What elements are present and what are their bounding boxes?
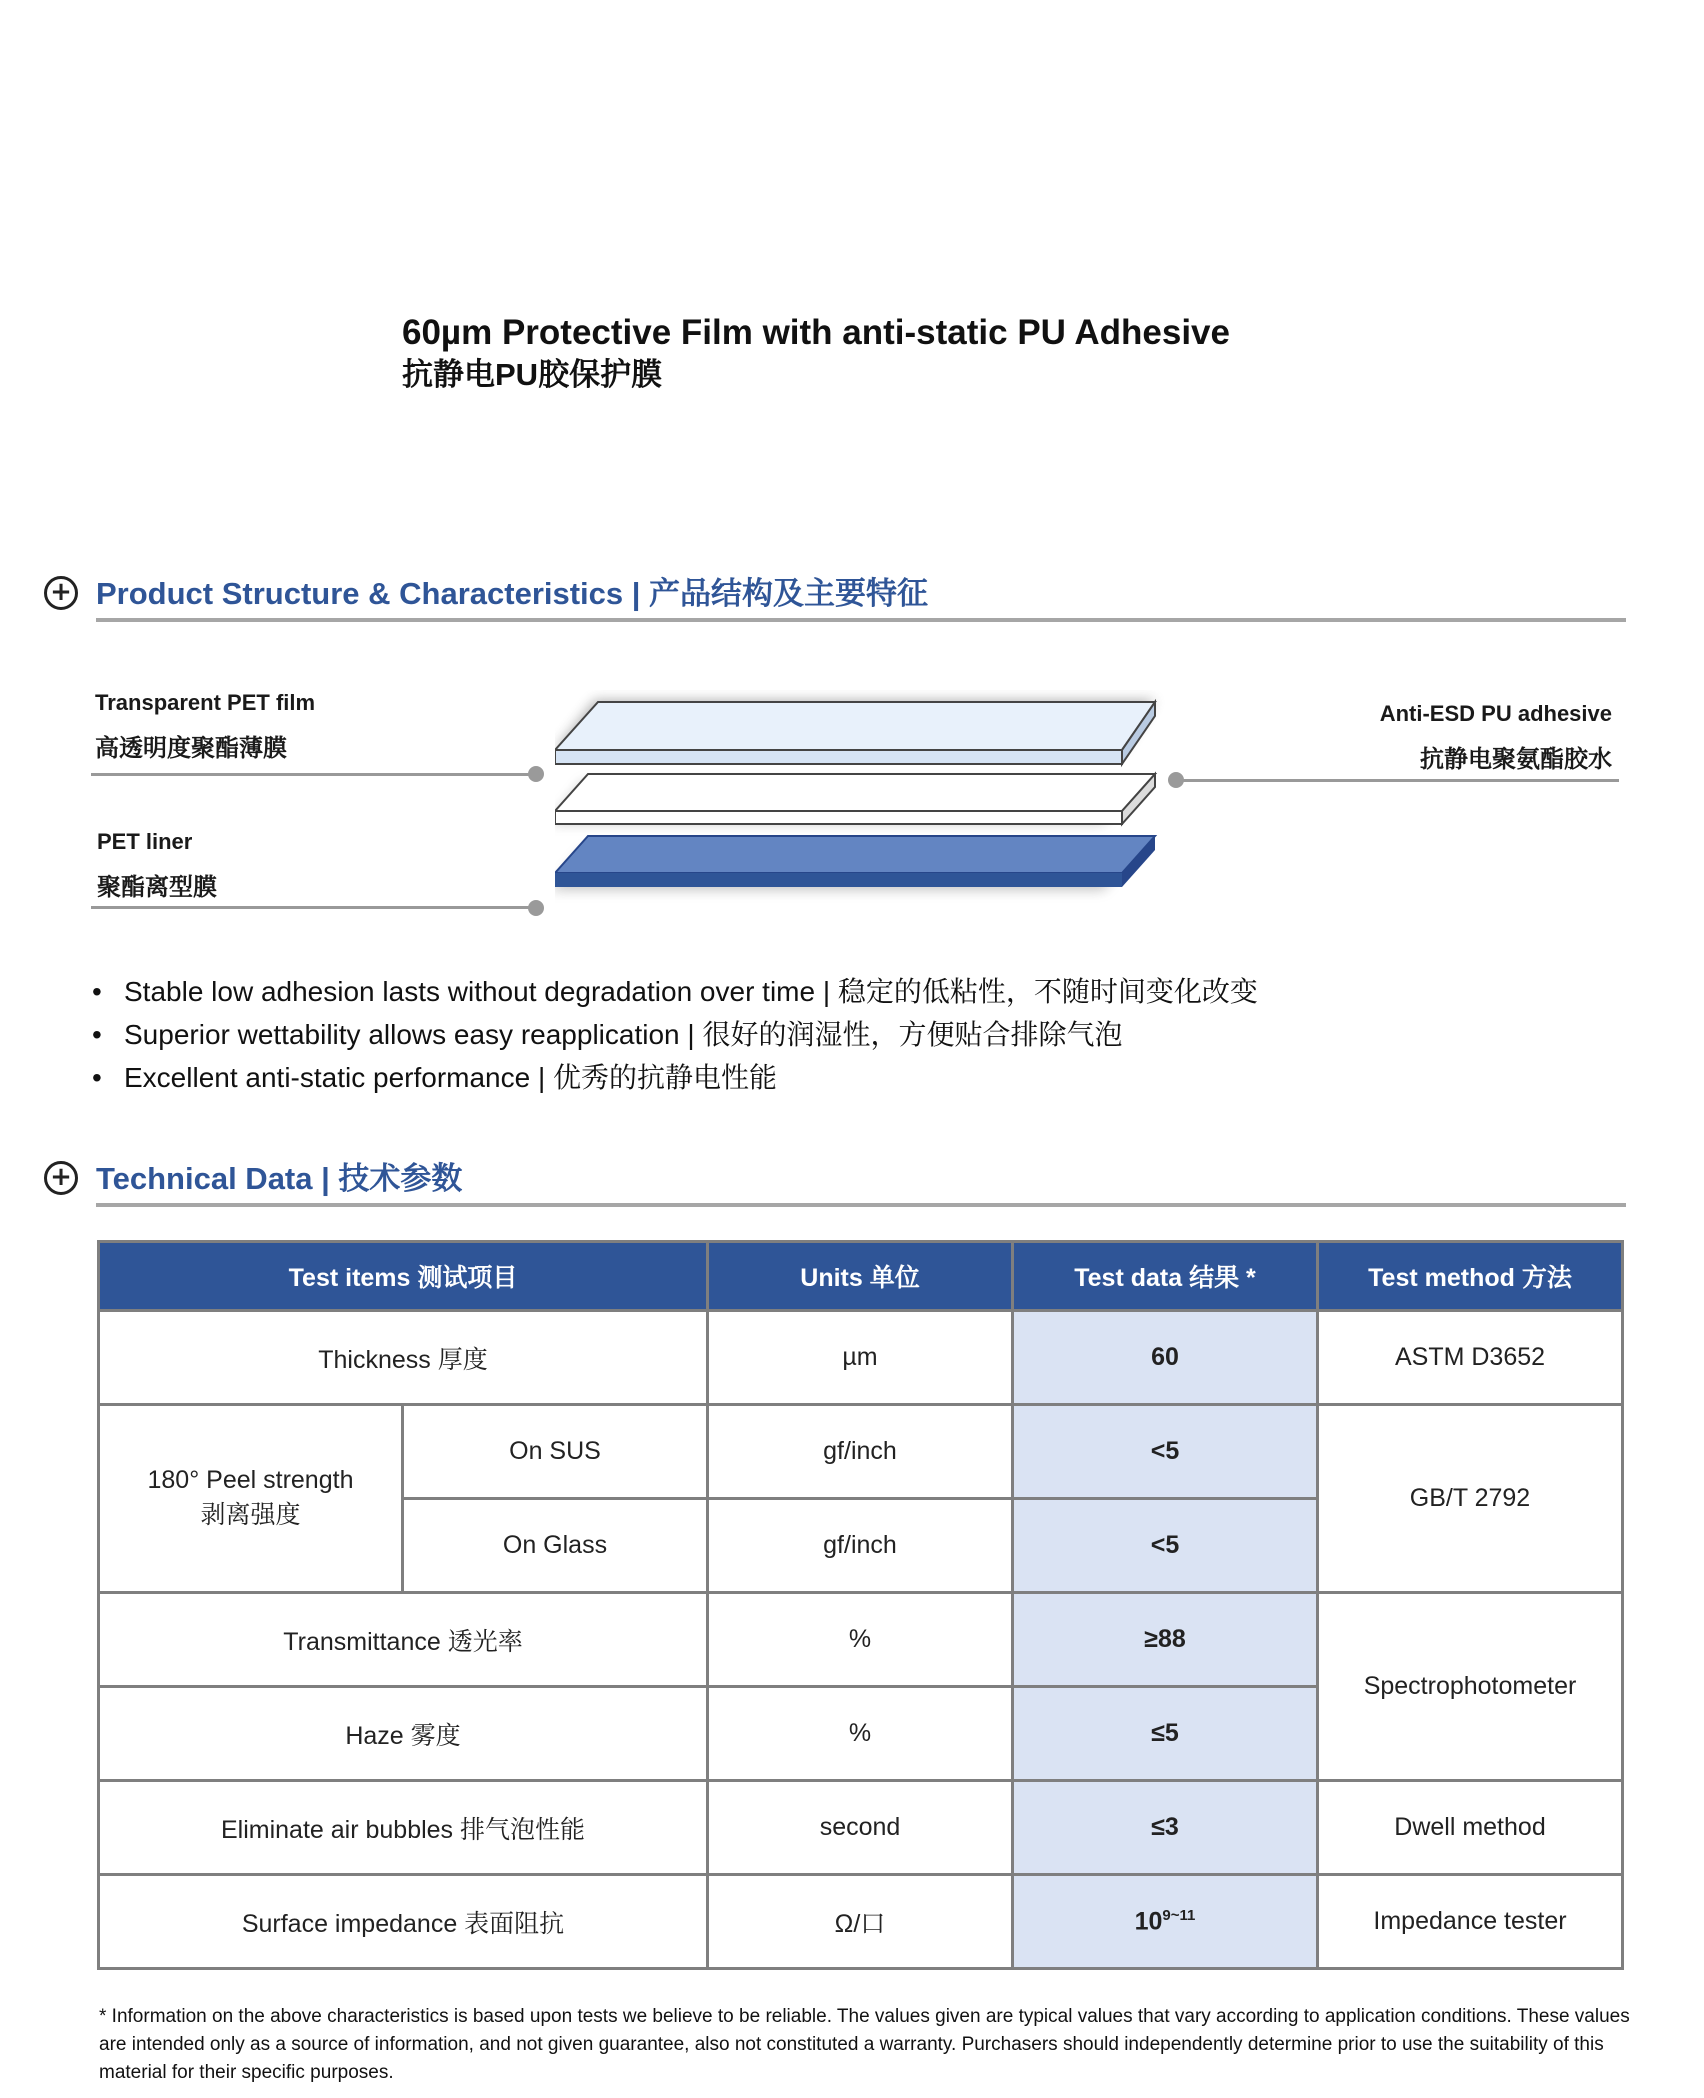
header-test-method: Test method 方法: [1318, 1242, 1623, 1311]
cell-value: <5: [1013, 1499, 1318, 1593]
section-divider: [96, 1203, 1626, 1207]
feature-item: • Excellent anti-static performance | 优秀的抗静电性能: [88, 1056, 1258, 1099]
plus-circle-icon: +: [44, 1161, 78, 1195]
label-anti-esd-adhesive: [1340, 701, 1612, 774]
cell-subitem: On Glass: [403, 1499, 708, 1593]
cell-item: Transmittance 透光率: [99, 1593, 708, 1687]
leader-dot: [528, 766, 544, 782]
cell-unit: %: [708, 1593, 1013, 1687]
feature-item: • Superior wettability allows easy reapplication | 很好的润湿性，方便贴合排除气泡: [88, 1013, 1258, 1056]
header-test-data: Test data 结果 *: [1013, 1242, 1318, 1311]
pet-liner-layer: [555, 836, 1155, 890]
cell-method: ASTM D3652: [1318, 1311, 1623, 1405]
cell-item: Haze 雾度: [99, 1687, 708, 1781]
leader-line: [91, 906, 535, 909]
cell-unit: Ω/口: [708, 1875, 1013, 1969]
label-cn: 高透明度聚酯薄膜: [95, 735, 287, 762]
table-row: [99, 1875, 1623, 1969]
label-transparent-pet-film: [95, 690, 315, 763]
section-divider: [96, 618, 1626, 622]
pet-film-layer: [555, 700, 1155, 764]
title-chinese: 抗静电PU胶保护膜: [402, 357, 663, 392]
label-cn: 抗静电聚氨酯胶水: [1420, 746, 1612, 773]
cell-value: ≤3: [1013, 1781, 1318, 1875]
cell-unit: gf/inch: [708, 1499, 1013, 1593]
feature-list: [88, 970, 1258, 1099]
cell-method: GB/T 2792: [1318, 1405, 1623, 1593]
cell-value: ≥88: [1013, 1593, 1318, 1687]
cell-value: [1013, 1875, 1318, 1969]
table-header-row: [99, 1242, 1623, 1311]
cell-value: ≤5: [1013, 1687, 1318, 1781]
value-exponent: 9~11: [1162, 1906, 1196, 1924]
header-units: Units 单位: [708, 1242, 1013, 1311]
cell-item-cn: 剥离强度: [200, 1501, 301, 1529]
table-row: [99, 1781, 1623, 1875]
adhesive-layer: [555, 774, 1155, 824]
cell-item: [99, 1405, 403, 1593]
table-row: [99, 1311, 1623, 1405]
leader-line: [1177, 779, 1619, 782]
cell-method: Dwell method: [1318, 1781, 1623, 1875]
cell-method: Spectrophotometer: [1318, 1593, 1623, 1781]
cell-method: Impedance tester: [1318, 1875, 1623, 1969]
leader-line: [91, 773, 535, 776]
label-en: Transparent PET film: [95, 690, 316, 715]
label-en: Anti-ESD PU adhesive: [1379, 701, 1612, 726]
label-pet-liner: [97, 829, 217, 902]
cell-item: Surface impedance 表面阻抗: [99, 1875, 708, 1969]
cell-value: <5: [1013, 1405, 1318, 1499]
document-title: [402, 312, 1230, 396]
section-title-structure: Product Structure & Characteristics | 产品结构及主要特征: [96, 576, 929, 611]
disclaimer-footnote: * Information on the above characteristics is based upon tests we believe to be reliable. The values given are typical values that vary according to application conditions. These values are intended only as a source of information, and not given guarantee, also not constituted a warranty. Purchasers should independently determine prior to use the suitability of this material for their specific purposes.: [99, 2006, 1630, 2083]
cell-subitem: On SUS: [403, 1405, 708, 1499]
layer-structure-diagram: [555, 690, 1165, 930]
label-cn: 聚酯离型膜: [97, 874, 217, 901]
cell-value: 60: [1013, 1311, 1318, 1405]
cell-unit: gf/inch: [708, 1405, 1013, 1499]
technical-data-table: [97, 1240, 1624, 1970]
cell-unit: µm: [708, 1311, 1013, 1405]
leader-dot: [528, 900, 544, 916]
plus-circle-icon: +: [44, 576, 78, 610]
header-test-items: Test items 测试项目: [99, 1242, 708, 1311]
cell-unit: %: [708, 1687, 1013, 1781]
table-row: [99, 1593, 1623, 1687]
value-base: 10: [1134, 1907, 1163, 1936]
section-title-technical-data: Technical Data | 技术参数: [96, 1161, 463, 1196]
title-english: 60µm Protective Film with anti-static PU Adhesive: [402, 313, 1230, 352]
leader-dot: [1168, 772, 1184, 788]
cell-unit: second: [708, 1781, 1013, 1875]
cell-item: Eliminate air bubbles 排气泡性能: [99, 1781, 708, 1875]
feature-item: • Stable low adhesion lasts without degradation over time | 稳定的低粘性，不随时间变化改变: [88, 970, 1258, 1013]
cell-item: Thickness 厚度: [99, 1311, 708, 1405]
label-en: PET liner: [97, 829, 193, 854]
cell-item-en: 180° Peel strength: [147, 1466, 354, 1494]
table-row: [99, 1405, 1623, 1499]
